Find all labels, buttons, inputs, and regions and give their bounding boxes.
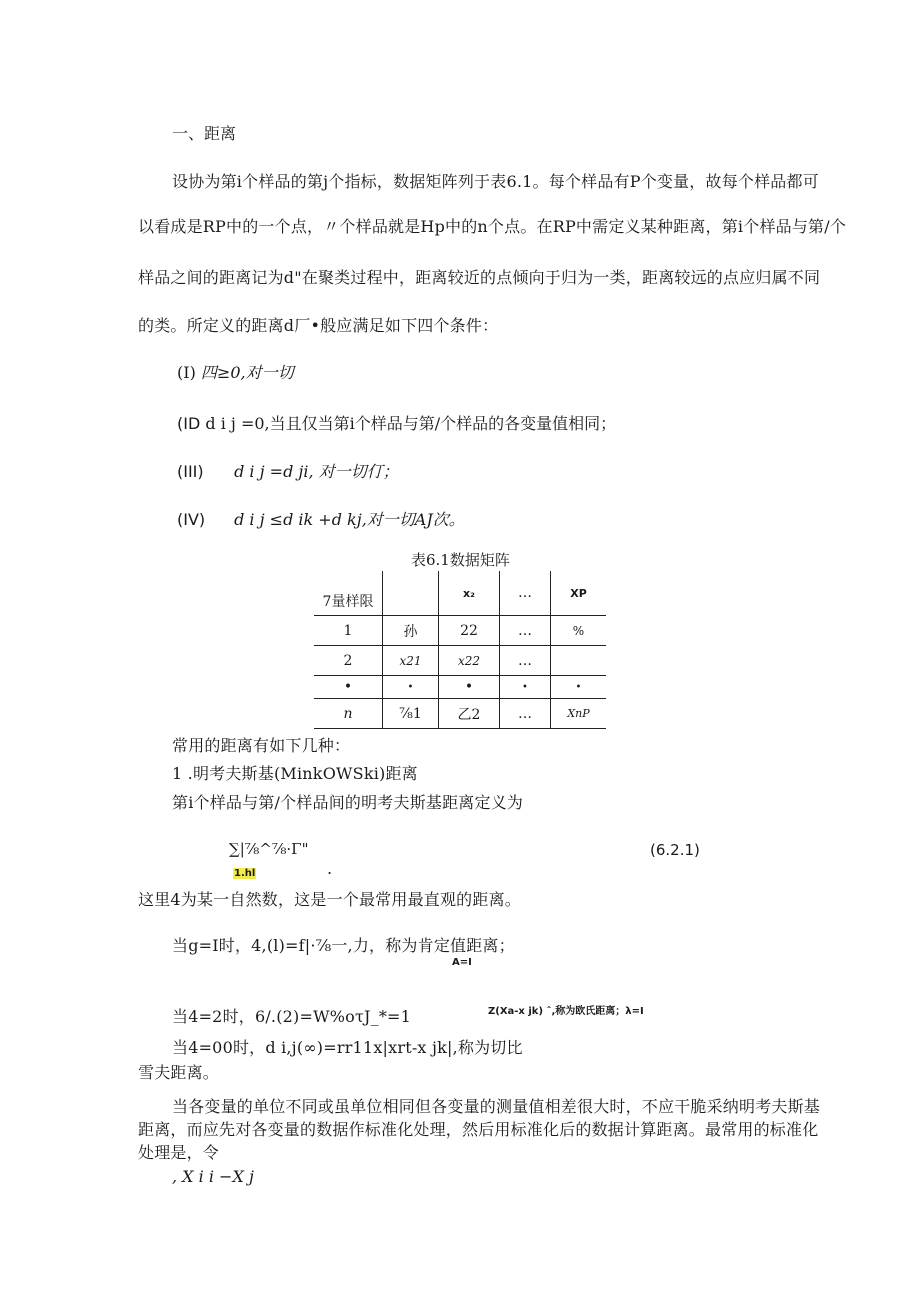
euclidean-distance-subscript: λ=I xyxy=(625,1006,644,1017)
table-header-cell xyxy=(383,571,439,616)
table-cell: • xyxy=(500,676,551,699)
standardize-line-1: 当各变量的单位不同或虽单位相同但各变量的测量值相差很大时，不应干脆采纳明考夫斯基 xyxy=(172,1097,821,1116)
intro-line-4: 的类。所定义的距离d厂•般应满足如下四个条件： xyxy=(138,316,499,335)
table-cell: 22 xyxy=(439,616,500,646)
absolute-distance-line: 当g=I时，4,(l)=f|·⅞一,力，称为肯定值距离； xyxy=(172,936,515,955)
table-cell: x22 xyxy=(439,646,500,676)
table-row xyxy=(314,646,606,676)
condition-1-text: 四≥0,对一切 xyxy=(200,363,294,382)
table-cell: • xyxy=(439,676,500,699)
condition-3 xyxy=(177,459,399,482)
condition-3-label: (III) xyxy=(177,462,204,481)
standardize-formula: , X i i −X j xyxy=(172,1167,254,1186)
table-row xyxy=(314,699,606,729)
formula-subscript xyxy=(233,861,256,880)
table-cell: 孙 xyxy=(383,616,439,646)
table-cell: … xyxy=(500,646,551,676)
chebyshev-line-1: 当4=00时，d i,j(∞)=rr11x|xrt-x jk|,称为切比 xyxy=(172,1038,523,1057)
condition-1-label: (I) xyxy=(177,363,196,382)
table-cell: … xyxy=(500,699,551,729)
section-1-title: 1 .明考夫斯基(MinkOWSki)距离 xyxy=(172,764,418,783)
table-cell: 乙2 xyxy=(439,699,500,729)
table-cell: 1 xyxy=(314,616,383,646)
chebyshev-line-2: 雪夫距离。 xyxy=(138,1063,220,1082)
intro-line-1: 设协为第i个样品的第j个指标，数据矩阵列于表6.1。每个样品有P个变量，故每个样品都可 xyxy=(172,172,819,191)
intro-line-3: 样品之间的距离记为d"在聚类过程中，距离较近的点倾向于归为一类，距离较远的点应归属不同 xyxy=(138,268,821,287)
euclidean-distance-left: 当4=2时，6/.(2)=W%oτJ_*=1 xyxy=(172,1007,412,1026)
standardize-line-2: 距离，而应先对各变量的数据作标准化处理，然后用标准化后的数据计算距离。最常用的标准化 xyxy=(138,1120,819,1139)
table-cell: • xyxy=(551,676,607,699)
table-row xyxy=(314,676,606,699)
condition-2-label: (ID xyxy=(177,414,201,433)
condition-4-label: (IV) xyxy=(177,510,206,529)
euclidean-distance-formula: Z(Xa-x jk) ˆ,称为欧氏距离； xyxy=(488,1006,626,1017)
common-intro: 常用的距离有如下几种： xyxy=(172,736,351,755)
data-matrix-table xyxy=(314,571,606,729)
condition-1 xyxy=(177,360,294,383)
formula-subscript-highlight: 1.hl xyxy=(234,868,256,879)
table-cell: % xyxy=(551,616,607,646)
condition-2 xyxy=(177,411,616,434)
condition-4 xyxy=(177,507,465,530)
condition-2-text: d i j =0,当且仅当第i个样品与第/个样品的各变量值相同； xyxy=(205,414,617,433)
section-1-definition: 第i个样品与第/个样品间的明考夫斯基距离定义为 xyxy=(172,793,524,812)
table-cell: ⅞1 xyxy=(383,699,439,729)
table-header-row xyxy=(314,571,606,616)
euclidean-distance-right xyxy=(488,1002,644,1018)
condition-3-text: d i j =d ji, 对一切仃； xyxy=(234,462,399,481)
absolute-distance-subscript: A=I xyxy=(452,957,472,968)
table-cell: 2 xyxy=(314,646,383,676)
section-heading: 一、距离 xyxy=(172,124,237,143)
formula-dot: . xyxy=(327,859,333,878)
table-cell: n xyxy=(314,699,383,729)
formula-main: ∑|⅞^⅞·Γ" xyxy=(229,840,309,858)
intro-line-2: 以看成是RP中的一个点，〃个样品就是Hp中的n个点。在RP中需定义某种距离，第i个样品与第/个 xyxy=(138,217,847,236)
table-header-cell: 7量样限 xyxy=(314,571,383,616)
condition-4-text: d i j ≤d ik +d kj,对一切AJ次。 xyxy=(234,510,465,529)
table-header-cell: … xyxy=(500,571,551,616)
table-cell: • xyxy=(314,676,383,699)
table-row xyxy=(314,616,606,646)
table-cell: x21 xyxy=(383,646,439,676)
formula-number: (6.2.1) xyxy=(650,841,700,859)
natural-number-note: 这里4为某一自然数，这是一个最常用最直观的距离。 xyxy=(138,890,521,909)
table-cell: … xyxy=(500,616,551,646)
table-cell xyxy=(551,646,607,676)
table-cell: • xyxy=(383,676,439,699)
table-header-cell: x₂ xyxy=(439,571,500,616)
table-header-cell: XP xyxy=(551,571,607,616)
table-cell: XnP xyxy=(551,699,607,729)
table-caption: 表6.1数据矩阵 xyxy=(411,551,510,569)
standardize-line-3: 处理是，令 xyxy=(138,1143,220,1162)
